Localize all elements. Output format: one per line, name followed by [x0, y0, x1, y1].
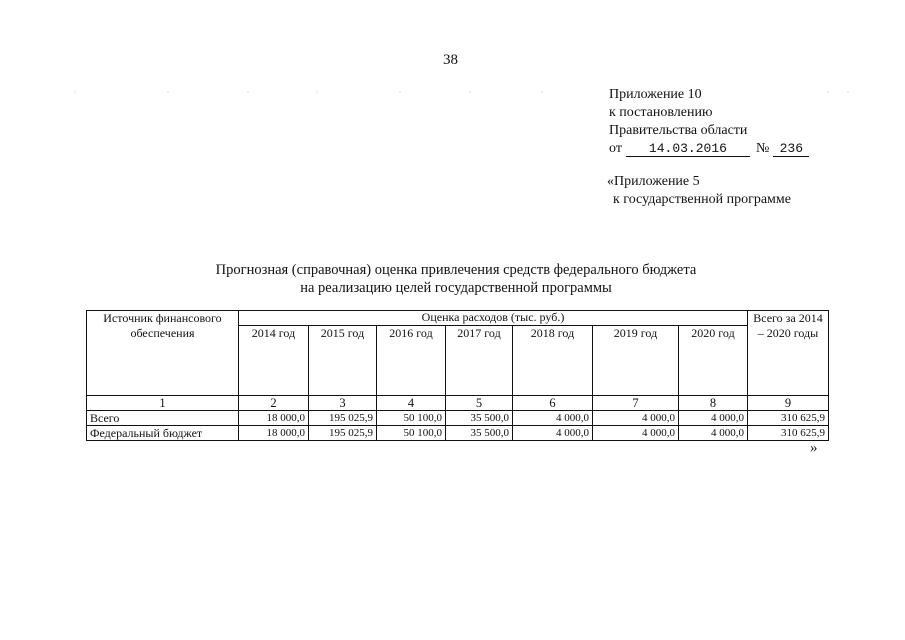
header-total: Всего за 2014 – 2020 годы — [748, 311, 829, 396]
header-year: 2020 год — [679, 326, 748, 396]
header-source: Источник финансового обеспечения — [87, 311, 239, 396]
annex-line-resolution: к постановлению — [609, 105, 713, 120]
table-row — [87, 426, 829, 441]
title-line-2: на реализацию целей государственной программы — [300, 280, 612, 296]
document-title — [160, 261, 752, 297]
title-line-1: Прогнозная (справочная) оценка привлечения средств федерального бюджета — [215, 262, 697, 278]
table-cell: 4 000,0 — [593, 411, 679, 426]
resolution-number: 236 — [773, 141, 809, 157]
annex-line-government: Правительства области — [609, 123, 748, 138]
table-cell: 35 500,0 — [446, 411, 513, 426]
header-year: 2016 год — [377, 326, 446, 396]
table-cell: 50 100,0 — [377, 426, 446, 441]
header-year: 2018 год — [513, 326, 593, 396]
column-number: 6 — [513, 396, 593, 411]
column-number: 5 — [446, 396, 513, 411]
date-prefix: от — [609, 141, 622, 156]
resolution-date: 14.03.2016 — [626, 141, 750, 157]
program-annex-subtitle: к государственной программе — [613, 192, 791, 207]
column-number: 4 — [377, 396, 446, 411]
header-year: 2015 год — [309, 326, 377, 396]
page-number: 38 — [443, 52, 458, 68]
table-cell: 195 025,9 — [309, 426, 377, 441]
closing-quote: » — [810, 440, 818, 456]
table-cell: 4 000,0 — [513, 411, 593, 426]
column-number: 2 — [239, 396, 309, 411]
table-cell: 4 000,0 — [513, 426, 593, 441]
table-row — [87, 411, 829, 426]
table-cell-total: 310 625,9 — [748, 426, 829, 441]
table-cell: 4 000,0 — [679, 426, 748, 441]
column-number: 7 — [593, 396, 679, 411]
table-cell: 50 100,0 — [377, 411, 446, 426]
program-annex — [607, 173, 791, 209]
table-cell: 195 025,9 — [309, 411, 377, 426]
table-cell: 35 500,0 — [446, 426, 513, 441]
table-cell-total: 310 625,9 — [748, 411, 829, 426]
header-year: 2017 год — [446, 326, 513, 396]
header-year: 2014 год — [239, 326, 309, 396]
budget-table — [86, 310, 829, 441]
header-expenses-group: Оценка расходов (тыс. руб.) — [239, 311, 748, 326]
header-year: 2019 год — [593, 326, 679, 396]
program-annex-title: «Приложение 5 — [607, 174, 700, 189]
column-number: 1 — [87, 396, 239, 411]
column-number: 8 — [679, 396, 748, 411]
annex-title: Приложение 10 — [609, 87, 702, 102]
table-cell: 18 000,0 — [239, 411, 309, 426]
row-label-total: Всего — [87, 411, 239, 426]
annex-date-row — [609, 140, 809, 158]
table-cell: 4 000,0 — [679, 411, 748, 426]
table-cell: 4 000,0 — [593, 426, 679, 441]
column-number: 3 — [309, 396, 377, 411]
annex-header — [609, 86, 809, 158]
column-number-row — [87, 396, 829, 411]
column-number: 9 — [748, 396, 829, 411]
row-label-federal: Федеральный бюджет — [87, 426, 239, 441]
table-cell: 18 000,0 — [239, 426, 309, 441]
number-sign: № — [755, 141, 770, 156]
